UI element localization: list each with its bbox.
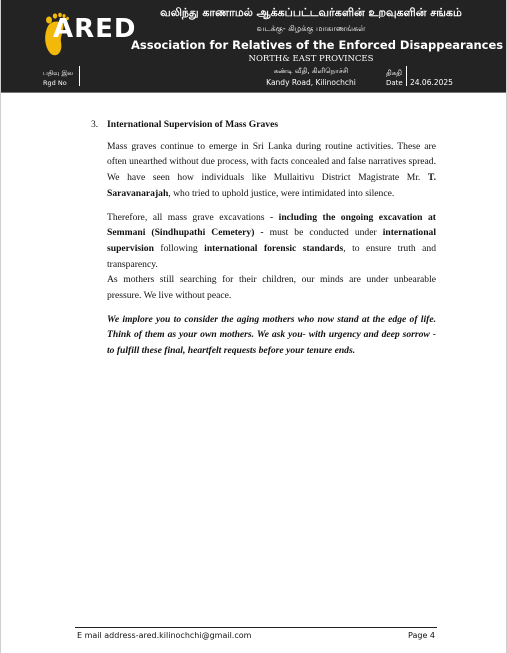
org-subtitle-tamil: வடக்கு- கிழக்கு மாகாணங்கள் xyxy=(256,24,366,33)
paragraph-supervision xyxy=(107,210,436,273)
reg-label-tamil: பதிவு இல xyxy=(43,69,74,77)
date-bracket xyxy=(406,66,409,86)
p2-c: must be conducted under xyxy=(263,227,383,239)
letter-body xyxy=(91,117,436,367)
letterhead xyxy=(1,0,506,92)
date-value: 24.06.2025 xyxy=(410,78,453,87)
p1-name: T. Saravanarajah xyxy=(107,172,436,199)
section-heading xyxy=(91,117,436,133)
address-english: Kandy Road, Kilinochchi xyxy=(266,78,356,87)
provinces-label: NORTH& EAST PROVINCES xyxy=(248,54,374,64)
section-title: International Supervision of Mass Graves xyxy=(107,119,279,130)
p2-a: Therefore, all mass grave excavations xyxy=(107,211,270,223)
date-label-tamil: திகதி xyxy=(386,69,402,77)
date-label xyxy=(386,68,403,88)
org-title-tamil: வலிந்து காணாமல் ஆக்கப்பட்டவர்களின் உறவுகளின் சங்கம் xyxy=(160,6,462,19)
paragraph-mass-graves xyxy=(107,139,436,202)
paragraph-closing-plea: We implore you to consider the aging mothers who now stand at the edge of life. Think of them as your own mothers. We ask you- with urgency and deep sorrow - to fulfill these final, heartfelt requests before your tenure ends. xyxy=(107,313,436,357)
page-number: Page 4 xyxy=(408,631,435,640)
logo-text: ARED xyxy=(53,14,137,44)
p2-g: , to ensure truth and transparency. xyxy=(107,242,437,270)
footer-email: E mail address-ared.kilinochchi@gmail.com xyxy=(77,631,252,640)
p2-d: international supervision xyxy=(107,227,436,254)
p1-end: , who tried to uphold justice, were intimidated into silence. xyxy=(168,187,395,199)
p2-b: - including the ongoing excavation at Semmani (Sindhupathi Cemetery) - xyxy=(107,211,436,239)
registration-label xyxy=(43,68,73,88)
p2-e: following xyxy=(153,242,205,254)
section-number: 3. xyxy=(91,119,99,130)
org-title-english: Association for Relatives of the Enforced Disappearances xyxy=(131,38,504,52)
p1-text: Mass graves continue to emerge in Sri Lanka during routine activities. These are often unearthed without due process, with facts concealed and false narratives spread. We have seen how individuals like Mullaitivu District Magistrate Mr. xyxy=(107,140,436,184)
p2-f: international forensic standards xyxy=(204,242,344,254)
reg-bracket xyxy=(79,66,82,86)
date-label-english: Date xyxy=(386,79,403,87)
footer-divider xyxy=(75,627,437,628)
address-tamil: கண்டி வீதி, கிளிநொச்சி xyxy=(273,67,349,75)
paragraph-mothers: As mothers still searching for their children, our minds are under unbearable pressure. We live without peace. xyxy=(107,274,436,302)
header-divider xyxy=(1,92,506,93)
reg-label-english: Rgd No xyxy=(43,79,67,87)
